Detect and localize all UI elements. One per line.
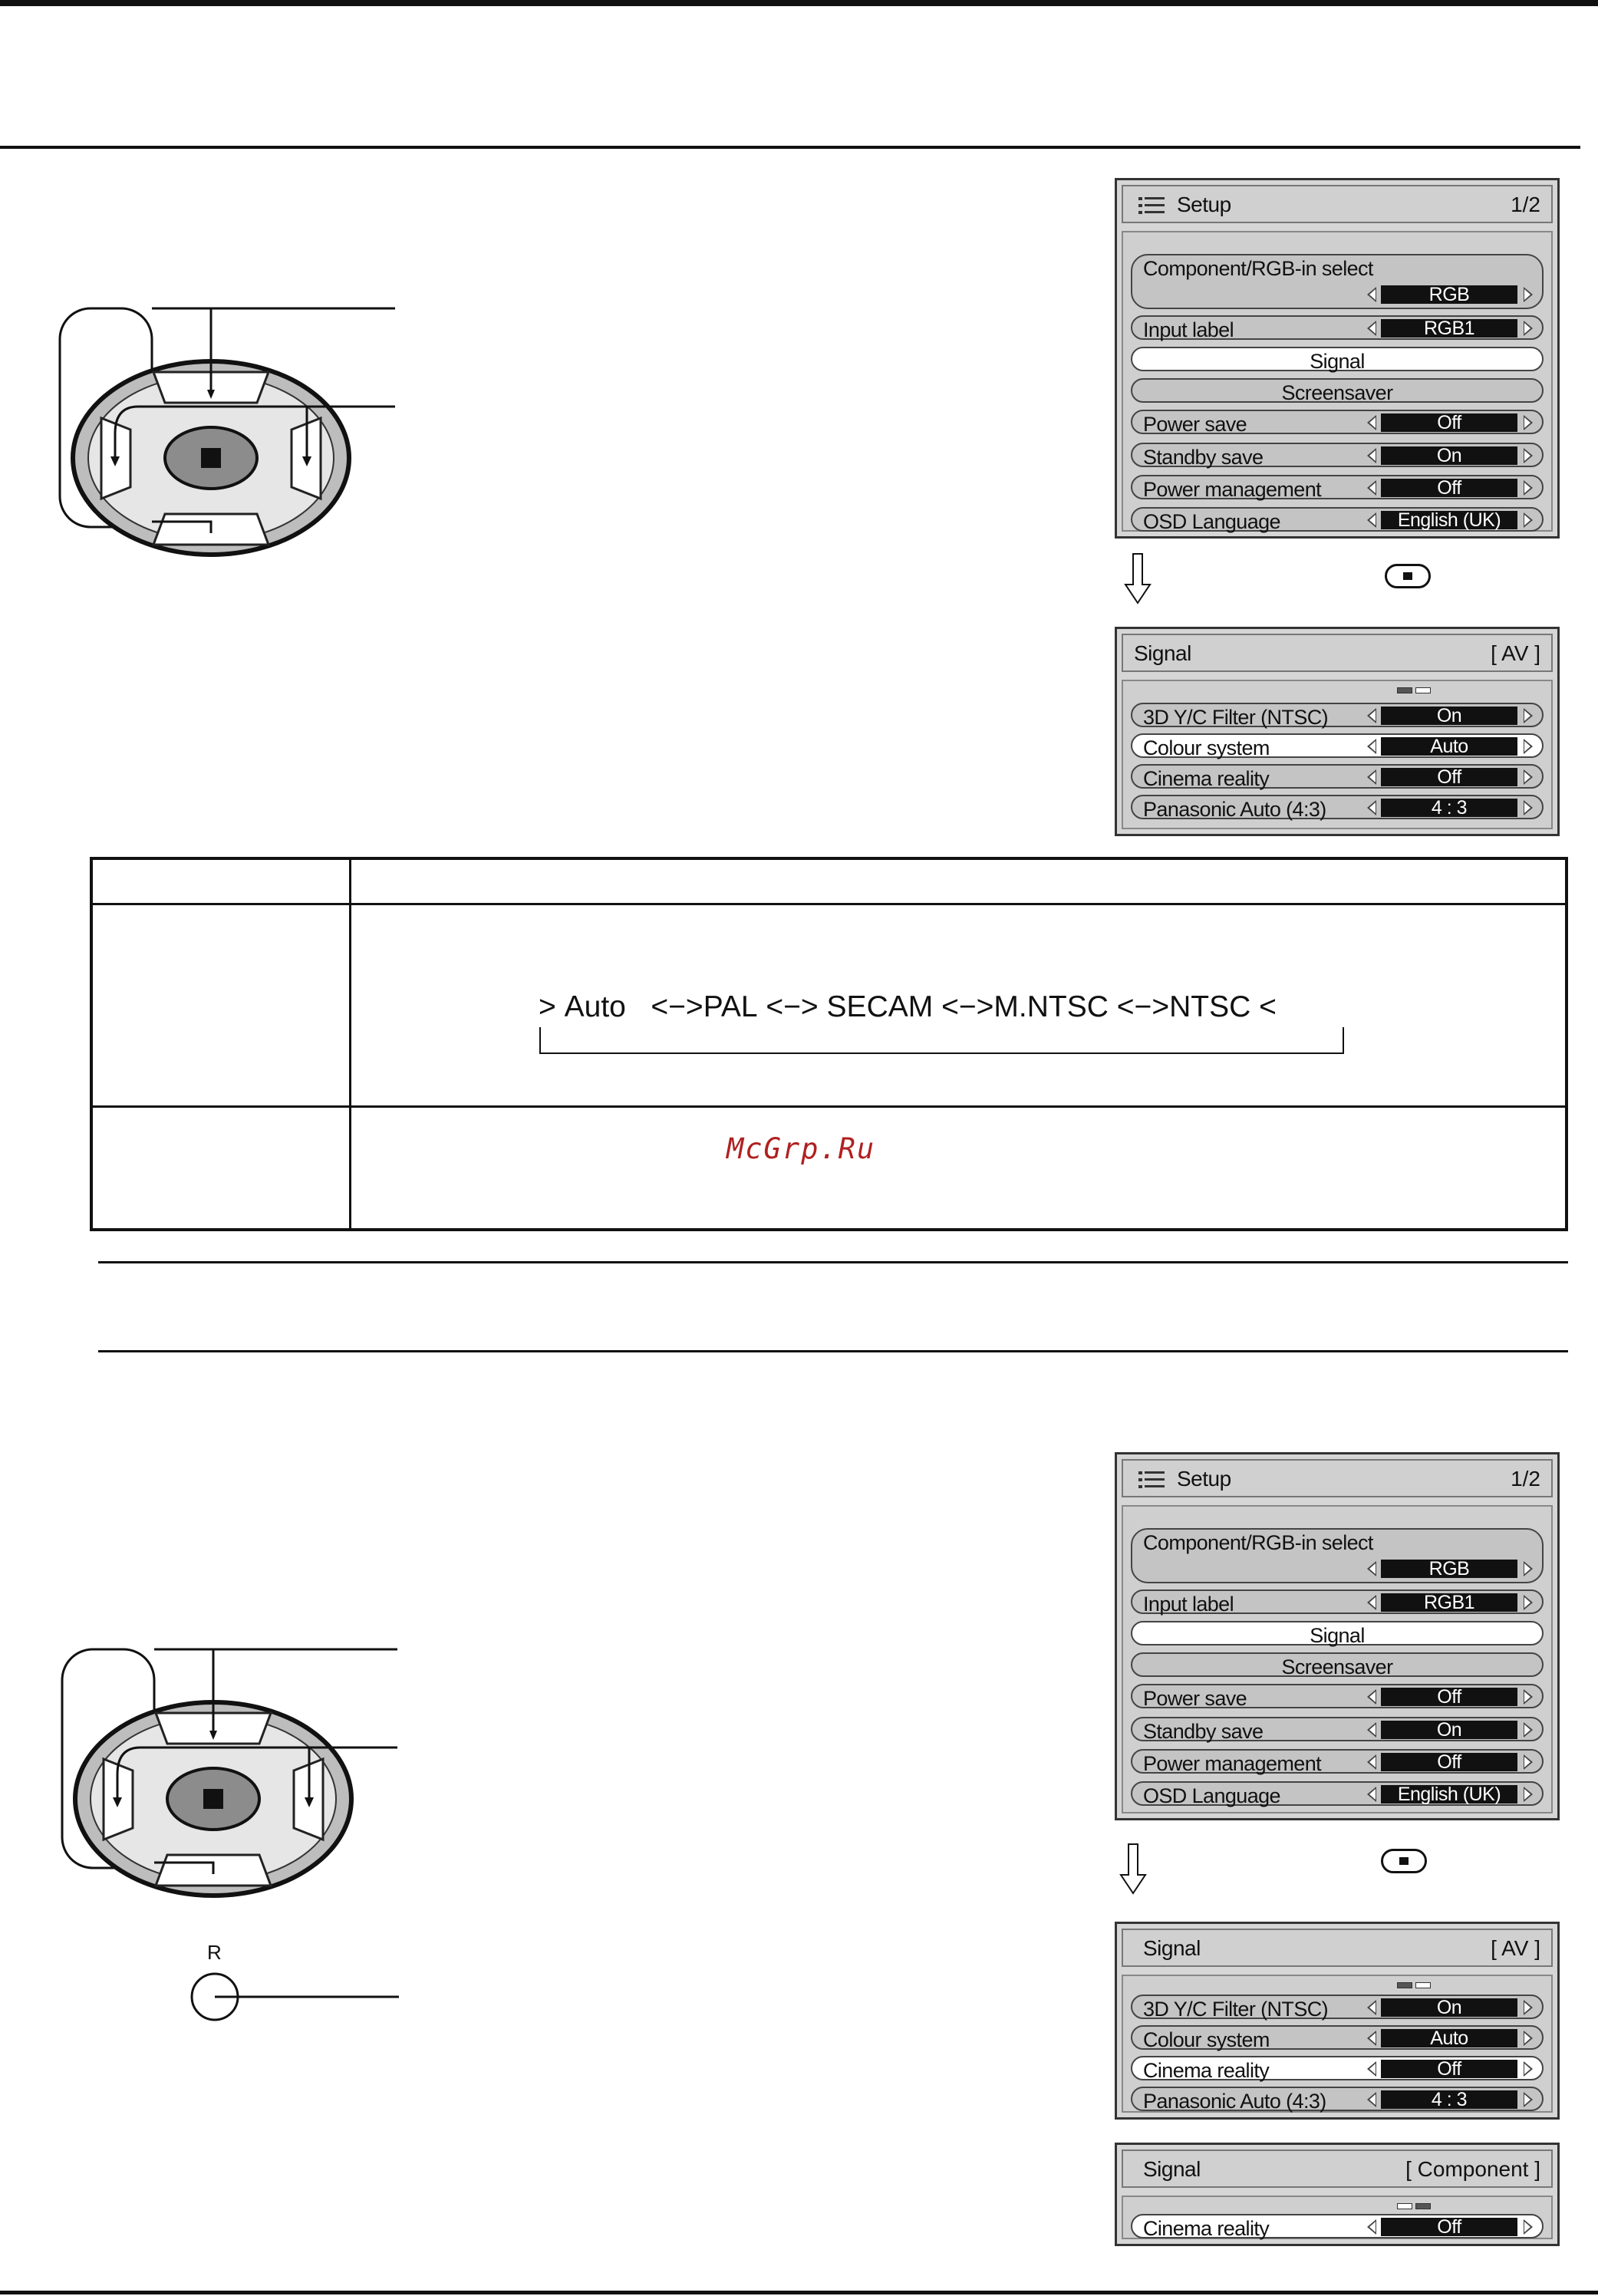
cycle-item-pal: PAL	[703, 990, 758, 1023]
right-arrow-icon	[1524, 2061, 1533, 2077]
right-arrow-icon	[1524, 1754, 1533, 1770]
right-arrow-icon	[1524, 2219, 1533, 2235]
osd-signal-title: Signal	[1134, 641, 1191, 665]
right-arrow-icon	[1524, 287, 1533, 302]
osd-setup-title: Setup	[1177, 1467, 1231, 1491]
left-arrow-icon	[1367, 739, 1376, 754]
osd-row-screensaver[interactable]: Screensaver	[1131, 378, 1544, 403]
right-arrow-icon	[1524, 1787, 1533, 1802]
bottom-rule	[0, 2291, 1598, 2294]
left-arrow-icon	[1367, 512, 1376, 528]
cycle-return-line	[538, 1006, 1359, 1059]
osd-row-osd-language[interactable]: OSD Language English (UK)	[1131, 507, 1544, 532]
osd-setup-panel-1	[1115, 178, 1560, 539]
osd-signal-title: Signal	[1143, 1936, 1201, 1960]
cycle-item-ntsc: NTSC	[1169, 990, 1251, 1023]
left-arrow-icon	[1367, 1561, 1376, 1576]
osd-setup-panel-2	[1115, 1452, 1560, 1820]
page-tabs-icon	[1397, 2203, 1435, 2211]
left-arrow-icon	[1367, 1754, 1376, 1770]
right-arrow-icon	[1524, 2092, 1533, 2107]
osd-row-standby-save[interactable]: Standby save On	[1131, 1717, 1544, 1741]
top-thick-rule	[0, 0, 1598, 6]
osd-signal-mode: [ AV ]	[1491, 1936, 1540, 1960]
osd-signal-mode: [ Component ]	[1405, 2157, 1540, 2181]
osd-page-indicator: 1/2	[1511, 1467, 1540, 1491]
osd-signal-title: Signal	[1143, 2157, 1201, 2181]
osd-signal-panel-2	[1115, 1922, 1560, 2120]
osd-signal-panel-3	[1115, 2143, 1560, 2246]
right-arrow-icon	[1524, 2031, 1533, 2046]
note-rule-bottom	[98, 1350, 1568, 1352]
osd-page-indicator: 1/2	[1511, 193, 1540, 216]
r-button-icon	[188, 1970, 403, 2024]
set-button-icon	[1381, 1849, 1427, 1873]
colour-system-cycle: > Auto <−>PAL <−> SECAM <−>M.NTSC <−>NTSC <	[539, 990, 1277, 1023]
left-arrow-icon	[1367, 769, 1376, 785]
left-arrow-icon	[1367, 415, 1376, 430]
right-arrow-icon	[1524, 1722, 1533, 1738]
left-arrow-icon	[1367, 1722, 1376, 1738]
right-arrow-icon	[1524, 512, 1533, 528]
menu-list-icon	[1138, 1470, 1166, 1490]
right-arrow-icon	[1524, 448, 1533, 463]
cycle-item-auto: Auto	[564, 990, 626, 1023]
left-arrow-icon	[1367, 287, 1376, 302]
right-arrow-icon	[1524, 415, 1533, 430]
osd-row-cinema-reality[interactable]: Cinema reality Off	[1131, 2214, 1544, 2238]
left-arrow-icon	[1367, 800, 1376, 815]
left-arrow-icon	[1367, 2031, 1376, 2046]
right-arrow-icon	[1524, 1561, 1533, 1576]
osd-row-panasonic-auto[interactable]: Panasonic Auto (4:3) 4 : 3	[1131, 2087, 1544, 2111]
osd-row-cinema-reality[interactable]: Cinema reality Off	[1131, 764, 1544, 789]
osd-row-signal[interactable]: Signal	[1131, 347, 1544, 371]
osd-row-input-label[interactable]: Input label RGB1	[1131, 315, 1544, 340]
right-arrow-icon	[1524, 1595, 1533, 1610]
set-button-icon	[1385, 564, 1431, 588]
left-arrow-icon	[1367, 448, 1376, 463]
osd-row-signal[interactable]: Signal	[1131, 1621, 1544, 1645]
osd-row-component-rgb[interactable]: Component/RGB-in select RGB	[1131, 254, 1544, 309]
osd-signal-mode: [ AV ]	[1491, 641, 1540, 665]
osd-row-panasonic-auto[interactable]: Panasonic Auto (4:3) 4 : 3	[1131, 795, 1544, 819]
right-arrow-icon	[1524, 2000, 1533, 2015]
left-arrow-icon	[1367, 1689, 1376, 1705]
page-tabs-icon	[1397, 687, 1435, 695]
left-arrow-icon	[1367, 2219, 1376, 2235]
left-arrow-icon	[1367, 321, 1376, 336]
osd-row-standby-save[interactable]: Standby save On	[1131, 443, 1544, 467]
watermark: McGrp.Ru	[727, 1132, 876, 1165]
left-arrow-icon	[1367, 480, 1376, 496]
osd-row-colour-system[interactable]: Colour system Auto	[1131, 733, 1544, 758]
note-rule-top	[98, 1261, 1568, 1263]
right-arrow-icon	[1524, 800, 1533, 815]
menu-list-icon	[1138, 196, 1166, 216]
cycle-item-mntsc: M.NTSC	[993, 990, 1109, 1023]
left-arrow-icon	[1367, 1595, 1376, 1610]
right-arrow-icon	[1524, 739, 1533, 754]
right-arrow-icon	[1524, 708, 1533, 723]
left-arrow-icon	[1367, 708, 1376, 723]
osd-row-power-management[interactable]: Power management Off	[1131, 475, 1544, 499]
right-arrow-icon	[1524, 321, 1533, 336]
osd-row-osd-language[interactable]: OSD Language English (UK)	[1131, 1781, 1544, 1806]
right-arrow-icon	[1524, 769, 1533, 785]
cycle-item-secam: SECAM	[826, 990, 934, 1023]
osd-row-screensaver[interactable]: Screensaver	[1131, 1652, 1544, 1677]
osd-row-input-label[interactable]: Input label RGB1	[1131, 1589, 1544, 1614]
settings-table	[90, 857, 1568, 1231]
osd-row-power-save[interactable]: Power save Off	[1131, 410, 1544, 434]
osd-setup-header	[1122, 185, 1553, 223]
remote-dpad-2	[56, 1640, 409, 1901]
osd-row-power-management[interactable]: Power management Off	[1131, 1749, 1544, 1774]
down-arrow-icon	[1118, 1843, 1148, 1896]
osd-row-colour-system[interactable]: Colour system Auto	[1131, 2025, 1544, 2050]
osd-row-component-rgb[interactable]: Component/RGB-in select RGB	[1131, 1528, 1544, 1583]
left-arrow-icon	[1367, 2000, 1376, 2015]
left-arrow-icon	[1367, 2061, 1376, 2077]
header-rule	[0, 146, 1580, 149]
right-arrow-icon	[1524, 1689, 1533, 1705]
remote-dpad-1	[54, 299, 407, 560]
osd-setup-title: Setup	[1177, 193, 1231, 216]
right-arrow-icon	[1524, 480, 1533, 496]
r-button-label: R	[207, 1941, 222, 1964]
left-arrow-icon	[1367, 1787, 1376, 1802]
osd-signal-panel-1	[1115, 627, 1560, 836]
page-tabs-icon	[1397, 1982, 1435, 1990]
down-arrow-icon	[1122, 552, 1153, 606]
osd-row-3d-yc-filter[interactable]: 3D Y/C Filter (NTSC) On	[1131, 703, 1544, 727]
osd-row-3d-yc-filter[interactable]: 3D Y/C Filter (NTSC) On	[1131, 1995, 1544, 2019]
left-arrow-icon	[1367, 2092, 1376, 2107]
osd-row-power-save[interactable]: Power save Off	[1131, 1684, 1544, 1708]
osd-row-cinema-reality[interactable]: Cinema reality Off	[1131, 2056, 1544, 2080]
